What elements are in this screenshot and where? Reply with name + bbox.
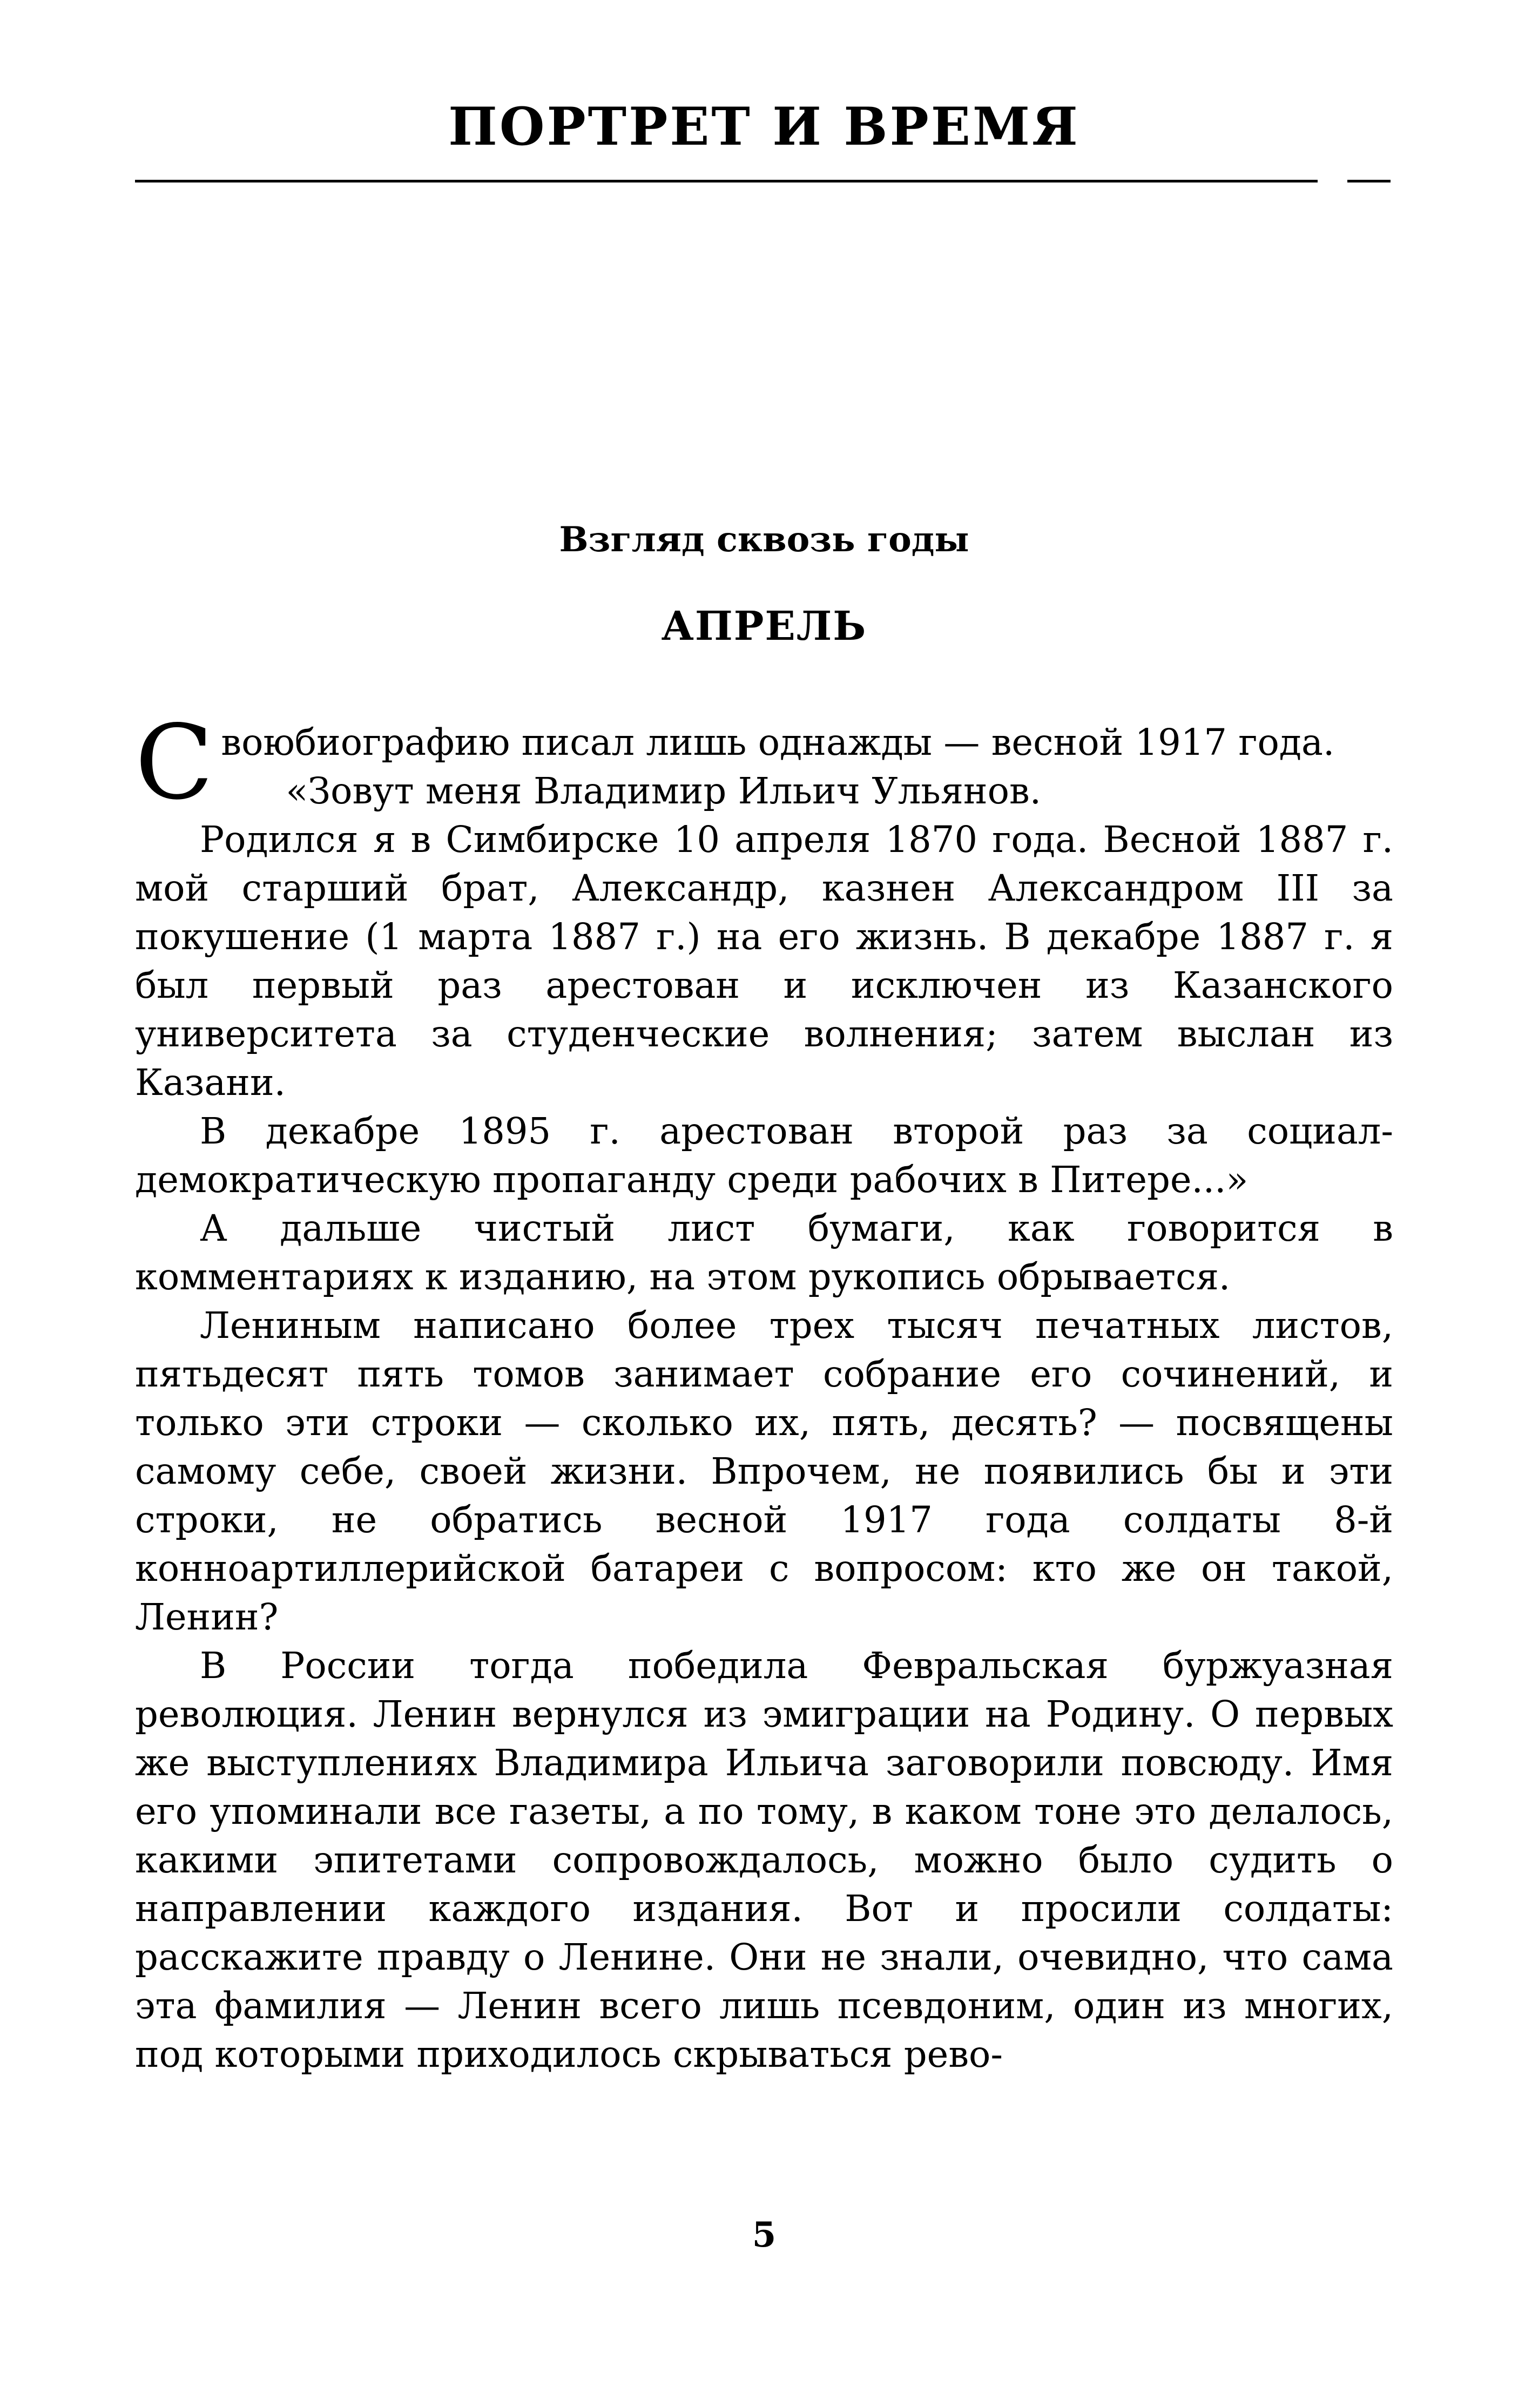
drop-cap: С: [135, 703, 214, 822]
paragraph-7: В России тогда победила Февральская буржуазная революция. Ленин вернулся из эмиграции на Родину. О первых же выступлениях Владимира Ильича заговорили повсюду. Имя его упоминали все газеты, а по тому, в каком тоне это делалось, какими эпитетами сопровождалось, можно было судить о направлении каждого издания. Вот и просили солдаты: расскажите правду о Ленине. Они не знали, очевидно, что сама эта фамилия — Ленин всего лишь псевдоним, один из многих, под которыми приходилось скрываться рево-: [135, 1645, 1393, 2075]
paragraph-3: Родился я в Симбирске 10 апреля 1870 года. Весной 1887 г. мой старший брат, Александр, казнен Александром III за покушение (1 марта 1887 г.) на его жизнь. В декабре 1887 г. я был первый раз арестован и исключен из Казанского университета за студенческие волнения; затем выслан из Казани.: [135, 819, 1393, 1104]
header-rule-tail: [1347, 180, 1391, 182]
chapter-title: АПРЕЛЬ: [661, 603, 867, 650]
body-text: [135, 703, 1393, 2079]
paragraph-2: «Зовут меня Владимир Ильич Ульянов.: [286, 770, 1042, 812]
header-rule: [135, 180, 1318, 182]
paragraph-text: воюбиографию писал лишь однажды — весной 1917 года.: [221, 721, 1335, 763]
paragraph-5: А дальше чистый лист бумаги, как говорится в комментариях к изданию, на этом рукопись обрывается.: [135, 1207, 1393, 1298]
page-number: 5: [752, 2215, 777, 2255]
paragraph-4: В декабре 1895 г. арестован второй раз за социал-демократическую пропаганду среди рабочих в Питере...»: [135, 1110, 1393, 1201]
paragraph-6: Лениным написано более трех тысяч печатных листов, пятьдесят пять томов занимает собрание его сочинений, и только эти строки — сколько их, пять, десять? — посвящены самому себе, своей жизни. Впрочем, не появились бы и эти строки, не обратись весной 1917 года солдаты 8-й конноартиллерийской батареи с вопросом: кто же он такой, Ленин?: [135, 1304, 1393, 1638]
running-head: ПОРТРЕТ И ВРЕМЯ: [448, 96, 1080, 157]
section-title: Взгляд сквозь годы: [559, 519, 969, 560]
